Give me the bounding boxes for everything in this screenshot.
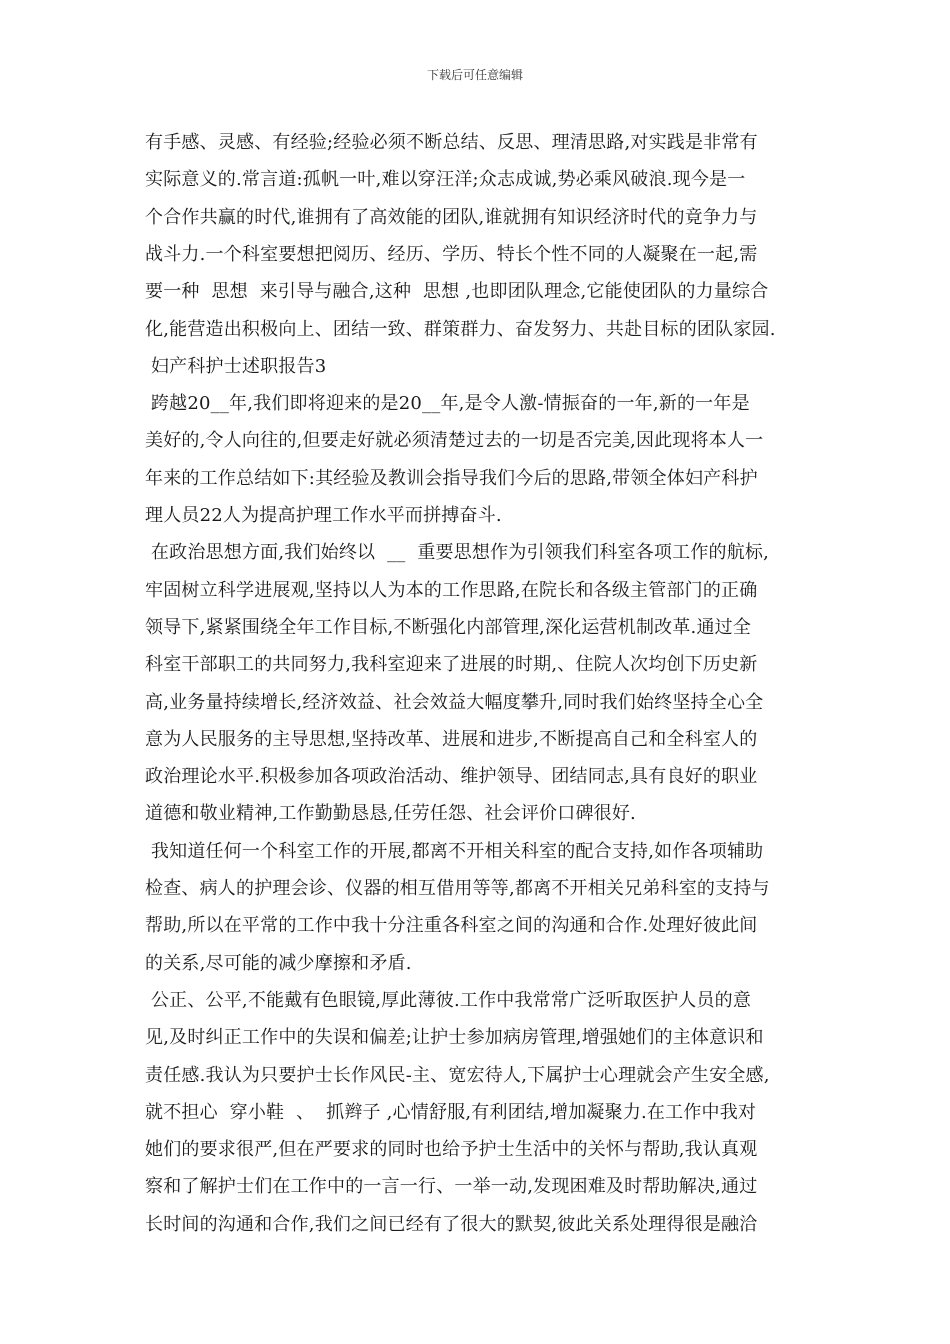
text-line: 牢固树立科学进展观,坚持以人为本的工作思路,在院长和各级主管部门的正确 [145, 580, 758, 601]
text-line: 公正、公平,不能戴有色眼镜,厚此薄彼.工作中我常常广泛听取医护人员的意 [145, 990, 752, 1011]
text-line: 高,业务量持续增长,经济效益、社会效益大幅度攀升,同时我们始终坚持全心全 [145, 692, 764, 713]
text-line: 科室干部职工的共同努力,我科室迎来了进展的时期,、住院人次均创下历史新 [145, 654, 758, 675]
text-line: 的关系,尽可能的减少摩擦和矛盾. [145, 953, 412, 974]
text-line: 有手感、灵感、有经验;经验必须不断总结、反思、理清思路,对实践是非常有 [145, 132, 758, 153]
text-line: 道德和敬业精神,工作勤勤恳恳,任劳任怨、社会评价口碑很好. [145, 803, 636, 824]
text-line: 美好的,令人向往的,但要走好就必须清楚过去的一切是否完美,因此现将本人一 [145, 430, 764, 451]
text-line: 妇产科护士述职报告3 [145, 356, 327, 377]
text-line: 领导下,紧紧围绕全年工作目标,不断强化内部管理,深化运营机制改革.通过全 [145, 617, 752, 638]
text-line: 化,能营造出积极向上、团结一致、群策群力、奋发努力、共赴目标的团队家园. [145, 319, 776, 340]
text-line: 帮助,所以在平常的工作中我十分注重各科室之间的沟通和合作.处理好彼此间 [145, 915, 758, 936]
text-line: 年来的工作总结如下:其经验及教训会指导我们今后的思路,带领全体妇产科护 [145, 468, 758, 489]
page-header: 下载后可任意编辑 [426, 68, 523, 82]
text-line: 就不担心 穿小鞋 、 抓辫子 ,心情舒服,有利团结,增加凝聚力.在工作中我对 [145, 1102, 757, 1123]
text-line: 我知道任何一个科室工作的开展,都离不开相关科室的配合支持,如作各项辅助 [145, 841, 764, 862]
text-line: 跨越20__年,我们即将迎来的是20__年,是令人激-情振奋的一年,新的一年是 [145, 393, 750, 414]
text-line: 政治理论水平.积极参加各项政治活动、维护领导、团结同志,具有良好的职业 [145, 766, 758, 787]
text-line: 在政治思想方面,我们始终以 __ 重要思想作为引领我们科室各项工作的航标, [145, 542, 770, 563]
text-line: 察和了解护士们在工作中的一言一行、一举一动,发现困难及时帮助解决,通过 [145, 1176, 758, 1197]
text-line: 要一种 思想 来引导与融合,这种 思想 ,也即团队理念,它能使团队的力量综合 [145, 281, 769, 302]
text-line: 个合作共赢的时代,谁拥有了高效能的团队,谁就拥有知识经济时代的竟争力与 [145, 207, 758, 228]
text-line: 责任感.我认为只要护士长作风民-主、宽宏待人,下属护士心理就会产生安全感, [145, 1065, 770, 1086]
text-line: 她们的要求很严,但在严要求的同时也给予护士生活中的关怀与帮助,我认真观 [145, 1139, 758, 1160]
text-line: 长时间的沟通和合作,我们之间已经有了很大的默契,彼此关系处理得很是融洽 [145, 1214, 758, 1235]
text-line: 战斗力.一个科室要想把阅历、经历、学历、特长个性不同的人凝聚在一起,需 [145, 244, 758, 265]
text-line: 见,及时纠正工作中的失误和偏差;让护士参加病房管理,增强她们的主体意识和 [145, 1027, 764, 1048]
text-line: 意为人民服务的主导思想,坚持改革、进展和进步,不断提高自己和全科室人的 [145, 729, 758, 750]
text-line: 检查、病人的护理会诊、仪器的相互借用等等,都离不开相关兄弟科室的支持与 [145, 878, 770, 899]
text-line: 实际意义的.常言道:孤帆一叶,难以穿汪洋;众志成诚,势必乘风破浪.现今是一 [145, 169, 746, 190]
text-line: 理人员22人为提高护理工作水平而拼搏奋斗. [145, 505, 502, 526]
